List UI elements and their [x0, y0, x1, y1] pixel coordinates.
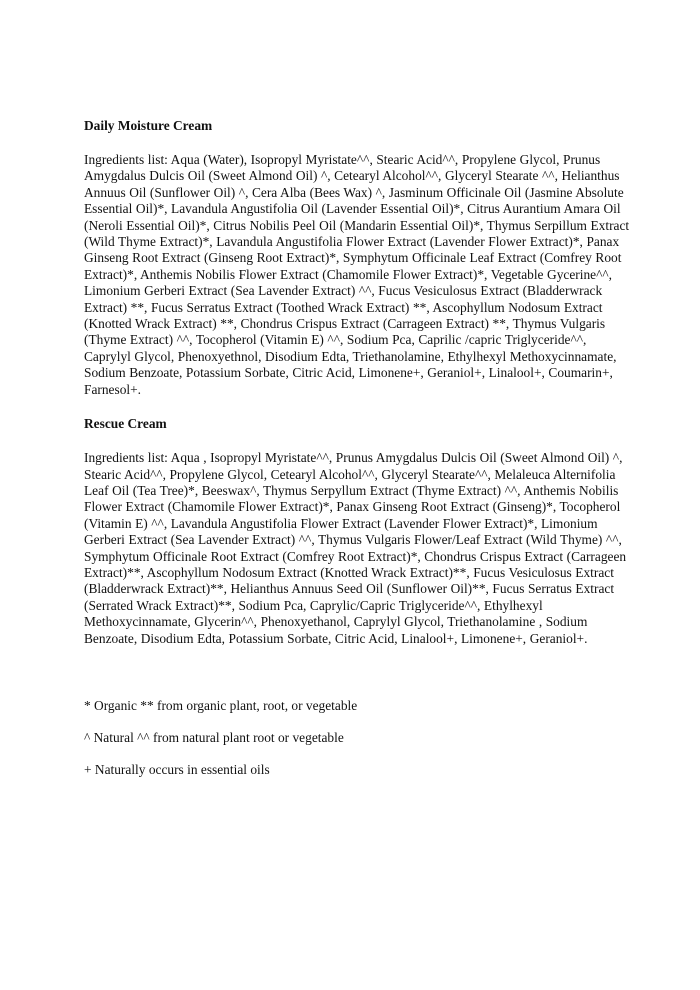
footnote-organic: * Organic ** from organic plant, root, or vegetable — [84, 697, 358, 713]
footnote-natural: ^ Natural ^^ from natural plant root or vegetable — [84, 729, 344, 745]
section-title-daily-moisture-cream: Daily Moisture Cream — [84, 118, 213, 133]
ingredients-list-daily-moisture-cream: Ingredients list: Aqua (Water), Isopropyl Myristate^^, Stearic Acid^^, Propylene Glycol, Prunus Amygdalus Dulcis Oil (Sweet Almond Oil) ^, Cetearyl Alcohol^^, Glyceryl Stearate ^^, Helianthus Annuus Oil (Sunflower Oil) ^, Cera Alba (Bees Wax) ^, Jasminum Officinale Oil (Jasmine Absolute Essential Oil)*, Lavandula Angustifolia Oil (Lavender Essential Oil)*, Citrus Aurantium Amara Oil (Neroli Essential Oil)*, Citrus Nobilis Peel Oil (Mandarin Essential Oil)*, Thymus Serpillum Extract (Wild Thyme Extract)*, Lavandula Angustifolia Flower Extract (Lavender Flower Extract)*, Panax Ginseng Root Extract (Ginseng Root Extract)*, Symphytum Officinale Leaf Extract (Comfrey Root Extract)*, Anthemis Nobilis Flower Extract (Chamomile Flower Extract)*, Vegetable Gycerine^^, Limonium Gerberi Extract (Sea Lavender Extract) ^^, Fucus Vesiculosus Extract (Bladderwrack Extract) **, Fucus Serratus Extract (Toothed Wrack Extract) **, Ascophyllum Nodosum Extract (Knotted Wrack Extract) **, Chondrus Crispus Extract (Carrageen Extract) **, Thymus Vulgaris (Thyme Extract) ^^, Tocopherol (Vitamin E) ^^, Sodium Pca, Caprilic /capric Triglyceride^^, Caprylyl Glycol, Phenoxyethnol, Disodium Edta, Triethanolamine, Ethylhexyl Methoxycinnamate, Sodium Benzoate, Potassium Sorbate, Citric Acid, Limonene+, Geraniol+, Linalool+, Coumarin+, Farnesol+. — [84, 152, 630, 397]
footnotes — [84, 697, 630, 778]
ingredients-list-rescue-cream: Ingredients list: Aqua , Isopropyl Myristate^^, Prunus Amygdalus Dulcis Oil (Sweet Almond Oil) ^, Stearic Acid^^, Propylene Glycol, Cetearyl Alcohol^^, Glyceryl Stearate^^, Melaleuca Alternifolia Leaf Oil (Tea Tree)*, Beeswax^, Thymus Serpyllum Extract (Thyme Extract) ^^, Anthemis Nobilis Flower Extract (Chamomile Flower Extract)*, Panax Ginseng Root Extract (Ginseng)*, Tocopherol (Vitamin E) ^^, Lavandula Angustifolia Flower Extract (Lavender Flower Extract)*, Limonium Gerberi Extract (Sea Lavender Extract) ^^, Thymus Vulgaris Flower/Leaf Extract (Wild Thyme) ^^, Symphytum Officinale Root Extract (Comfrey Root Extract)*, Chondrus Crispus Extract (Carrageen Extract)**, Ascophyllum Nodosum Extract (Knotted Wrack Extract)**, Fucus Vesiculosus Extract (Bladderwrack Extract)**, Helianthus Annuus Seed Oil (Sunflower Oil)**, Fucus Serratus Extract (Serrated Wrack Extract)**, Sodium Pca, Caprylic/Capric Triglyceride^^, Ethylhexyl Methoxycinnamate, Glycerin^^, Phenoxyethanol, Caprylyl Glycol, Triethanolamine , Sodium Benzoate, Disodium Edta, Potassium Sorbate, Citric Acid, Linalool+, Limonene+, Geraniol+. — [84, 450, 627, 646]
rescue-cream-section — [84, 415, 630, 647]
footnote-essential-oils: + Naturally occurs in essential oils — [84, 761, 270, 777]
document-page — [84, 117, 630, 793]
section-title-rescue-cream: Rescue Cream — [84, 416, 167, 432]
daily-moisture-cream-section — [84, 117, 630, 398]
